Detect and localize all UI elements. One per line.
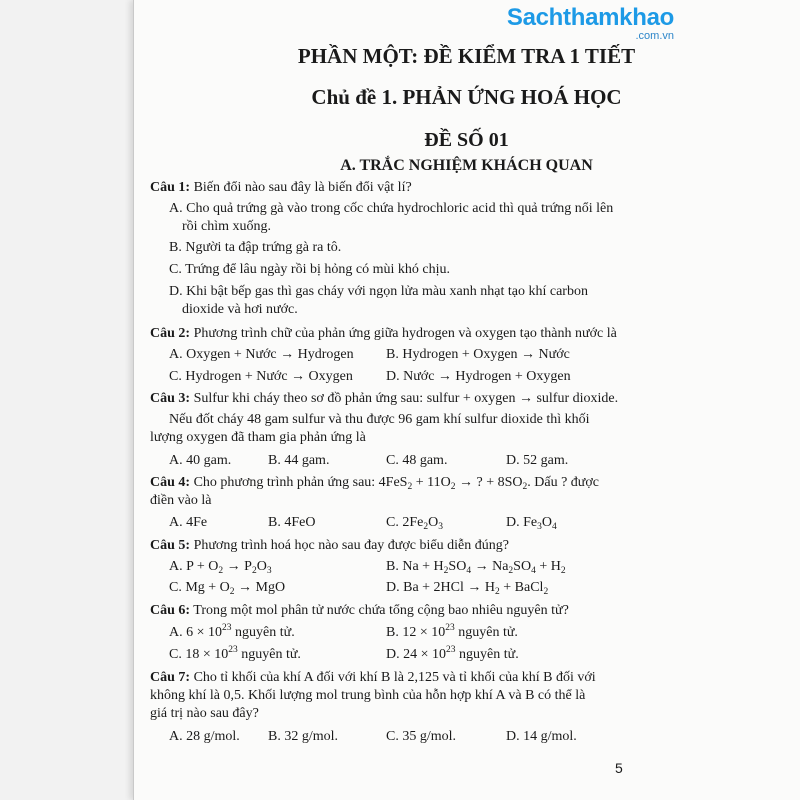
option-unit: nguyên tử. [231,625,295,640]
question-text: → ? + 8SO [455,475,523,490]
q6-option-c [169,646,301,664]
q4-option-c [386,514,443,532]
formula-text: → P [223,559,252,574]
formula-text: B. Na + H [386,559,444,574]
question-label: Câu 4: [150,475,191,490]
subscript: 2 [229,587,235,597]
subscript: 2 [450,482,456,492]
q6-option-a [169,624,295,642]
q1-option-a: A. Cho quả trứng gà vào trong cốc chứa hydrochloric acid thì quả trứng nổi lên [169,201,614,216]
question-7 [150,669,596,687]
question-label: Câu 3: [150,391,191,406]
q3-option-d: D. 52 gam. [506,453,569,468]
formula-text: C. Mg + O [169,580,230,595]
subscript: 4 [531,566,536,576]
watermark-logo [494,6,674,42]
q4-option-d [506,514,557,532]
question-text: . Dấu ? được [527,475,599,490]
q7-option-d: D. 14 g/mol. [506,729,577,744]
question-text: Cho tỉ khối của khí A đối với khí B là 2,125 và tỉ khối của khí B đối với [190,670,596,685]
option-unit: nguyên tử. [455,647,519,662]
subscript: 2 [543,587,549,597]
subscript: 3 [537,522,542,532]
q6-option-b [386,624,518,642]
formula-text: A. P + O [169,559,219,574]
formula-text: SO [513,559,532,574]
subscript: 2 [495,587,500,597]
question-text: Cho phương trình phản ứng sau: 4FeS [190,475,408,490]
q2-option-a: A. Oxygen + Nước → Hydrogen [169,347,354,362]
question-label: Câu 2: [150,326,191,341]
q4-text-line-2: điền vào là [150,493,212,508]
question-6 [150,602,569,620]
question-text: + 11O [412,475,451,490]
subscript: 2 [560,566,566,576]
q5-option-c [169,579,285,597]
q5-option-a [169,558,272,576]
q3-text-line-2: Nếu đốt cháy 48 gam sulfur và thu được 96 gam khí sulfur dioxide thì khối [169,412,590,427]
question-5 [150,537,509,555]
question-text: Phương trình chữ của phản ứng giữa hydrogen và oxygen tạo thành nước là [190,326,617,341]
question-label: Câu 6: [150,603,191,618]
subscript: 2 [407,482,413,492]
page-number: 5 [615,760,623,776]
question-4 [150,474,599,492]
formula-text: O [541,515,552,530]
q2-option-b: B. Hydrogen + Oxygen → Nước [386,347,570,362]
formula-text: D. Fe [506,515,538,530]
option-unit: nguyên tử. [237,647,301,662]
exponent: 23 [445,623,455,633]
exponent: 23 [222,623,232,633]
q2-option-c: C. Hydrogen + Nước → Oxygen [169,369,353,384]
q1-option-d: D. Khi bật bếp gas thì gas cháy với ngọn lửa màu xanh nhạt tạo khí carbon [169,284,588,299]
option-value: A. 6 × 10 [169,625,223,640]
watermark-domain: .com.vn [635,30,674,42]
option-value: B. 12 × 10 [386,625,446,640]
question-text: Sulfur khi cháy theo sơ đồ phản ứng sau: sulfur + oxygen → sulfur dioxide. [190,391,619,406]
question-3 [150,390,618,408]
q1-option-d-cont: dioxide và hơi nước. [182,302,298,317]
question-label: Câu 7: [150,670,191,685]
subscript: 4 [552,522,557,532]
q1-option-b: B. Người ta đập trứng gà ra tô. [169,240,342,255]
option-unit: nguyên tử. [454,625,518,640]
q7-text-line-3: giá trị nào sau đây? [150,706,259,721]
formula-text: → Na [471,559,509,574]
q6-option-d [386,646,519,664]
formula-text: SO [448,559,467,574]
subscript: 3 [438,522,443,532]
exponent: 23 [228,645,238,655]
question-1 [150,179,412,197]
formula-text: O [428,515,439,530]
q7-option-b: B. 32 g/mol. [268,729,339,744]
subscript: 2 [443,566,449,576]
q7-option-a: A. 28 g/mol. [169,729,240,744]
part-heading: PHẦN MỘT: ĐỀ KIỂM TRA 1 TIẾT [297,44,636,68]
exponent: 23 [446,645,456,655]
option-value: C. 18 × 10 [169,647,229,662]
q3-option-b: B. 44 gam. [268,453,330,468]
question-label: Câu 1: [150,180,191,195]
formula-text: → MgO [234,580,286,595]
q7-option-c: C. 35 g/mol. [386,729,457,744]
q4-option-a: A. 4Fe [169,515,208,530]
question-label: Câu 5: [150,538,191,553]
q5-option-b [386,558,566,576]
subscript: 2 [251,566,257,576]
q1-option-c: C. Trứng để lâu ngày rồi bị hỏng có mùi khó chịu. [169,262,450,277]
question-2 [150,325,617,343]
question-text: Phương trình hoá học nào sau đay được biểu diễn đúng? [190,538,509,553]
q3-option-c: C. 48 gam. [386,453,448,468]
subscript: 2 [522,482,528,492]
question-text: Trong một mol phân tử nước chứa tổng cộng bao nhiêu nguyên tử? [190,603,569,618]
subscript: 2 [508,566,514,576]
formula-text: D. Ba + 2HCl → H [386,580,496,595]
q2-option-d: D. Nước → Hydrogen + Oxygen [386,369,571,384]
q3-option-a: A. 40 gam. [169,453,232,468]
subscript: 4 [466,566,472,576]
q1-option-a-cont: rồi chìm xuống. [182,219,272,234]
question-text: Biến đổi nào sau đây là biến đổi vật lí? [190,180,412,195]
q7-text-line-2: không khí là 0,5. Khối lượng mol trung bình của hỗn hợp khí A và B có thể là [150,688,586,703]
q4-option-b: B. 4FeO [268,515,316,530]
subscript: 2 [218,566,224,576]
q5-option-d [386,579,548,597]
exam-heading: ĐỀ SỐ 01 [424,129,509,151]
formula-text: O [256,559,267,574]
option-value: D. 24 × 10 [386,647,447,662]
formula-text: + BaCl [499,580,544,595]
subscript: 3 [266,566,272,576]
section-heading: A. TRẮC NGHIỆM KHÁCH QUAN [340,157,593,174]
formula-text: + H [535,559,561,574]
q3-text-line-3: lượng oxygen đã tham gia phản ứng là [150,430,366,445]
watermark-brand: Sachthamkhao [506,4,674,31]
formula-text: C. 2Fe [386,515,424,530]
topic-heading: Chủ đề 1. PHẢN ỨNG HOÁ HỌC [311,85,622,109]
subscript: 2 [423,522,429,532]
